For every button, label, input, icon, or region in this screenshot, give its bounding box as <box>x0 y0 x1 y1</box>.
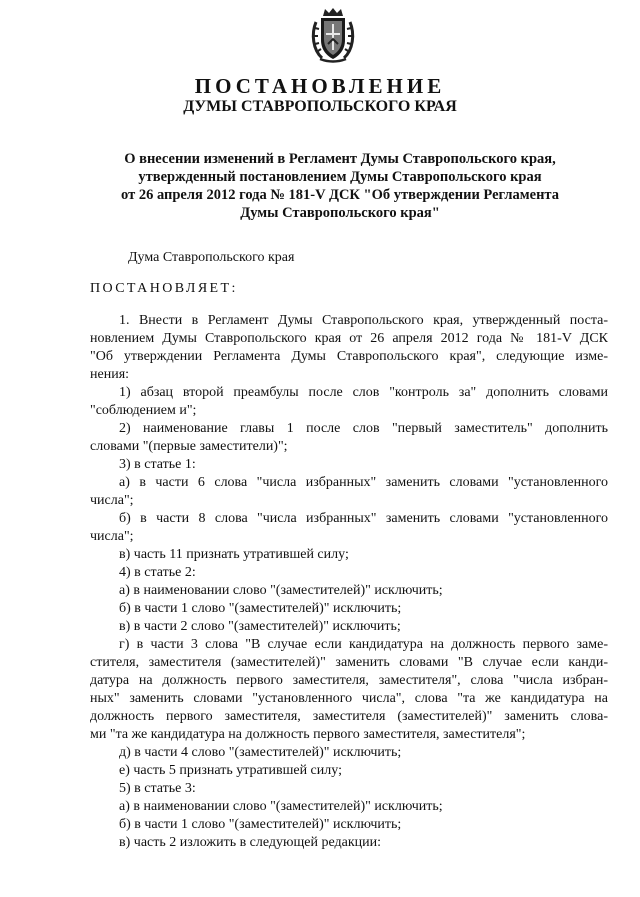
body-line: "Об утверждении Регламента Думы Ставропольского края", следующие изме- <box>90 349 608 364</box>
body-line: датура на должность первого заместителя, заместителя", слова "числа избран- <box>90 673 608 688</box>
heading-line: О внесении изменений в Регламент Думы Ставропольского края, <box>124 151 556 167</box>
body-line: числа"; <box>90 493 134 508</box>
body-line: д) в части 4 слово "(заместителей)" исключить; <box>119 745 402 760</box>
resolve-word: ПОСТАНОВЛЯЕТ: <box>90 281 238 296</box>
body-line: б) в части 1 слово "(заместителей)" исключить; <box>119 601 402 616</box>
document-title: ПОСТАНОВЛЕНИЕ <box>194 74 446 98</box>
body-line: б) в части 1 слово "(заместителей)" исключить; <box>119 817 402 832</box>
body-line: 1) абзац второй преамбулы после слов "контроль за" дополнить словами <box>119 385 608 400</box>
body-line: в) в части 2 слово "(заместителей)" исключить; <box>119 619 401 634</box>
body-line: 1. Внести в Регламент Думы Ставропольского края, утвержденный поста- <box>119 313 608 328</box>
heading-line: от 26 апреля 2012 года № 181-V ДСК "Об утверждении Регламента <box>121 187 559 203</box>
body-line: должность первого заместителя, заместителя (заместителей)" заменить слова- <box>90 709 608 724</box>
document-subtitle: ДУМЫ СТАВРОПОЛЬСКОГО КРАЯ <box>183 98 457 115</box>
heading-line: Думы Ставропольского края" <box>240 205 440 221</box>
body-line: в) часть 11 признать утратившей силу; <box>119 547 349 562</box>
body-line: а) в наименовании слово "(заместителей)" исключить; <box>119 583 443 598</box>
body-line: в) часть 2 изложить в следующей редакции: <box>119 835 382 850</box>
body-line: е) часть 5 признать утратившей силу; <box>119 763 342 778</box>
body-line: 3) в статье 1: <box>119 457 196 472</box>
body-line: г) в части 3 слова "В случае если кандидатура на должность первого заме- <box>119 637 608 652</box>
body-line: новлением Думы Ставропольского края от 26 апреля 2012 года № 181-V ДСК <box>90 331 608 346</box>
duma-line: Дума Ставропольского края <box>128 250 295 265</box>
body-line: а) в наименовании слово "(заместителей)" исключить; <box>119 799 443 814</box>
body-line: 5) в статье 3: <box>119 781 196 796</box>
body-line: нения: <box>90 367 130 382</box>
coat-of-arms-emblem <box>310 6 356 64</box>
body-line: ми "та же кандидатура на должность первого заместителя, заместителя"; <box>90 727 526 742</box>
body-line: "соблюдением и"; <box>90 403 197 418</box>
body-line: 4) в статье 2: <box>119 565 196 580</box>
body-line: стителя, заместителя (заместителей)" заменить словами "В случае если канди- <box>90 655 608 670</box>
document-body <box>90 312 608 852</box>
heading-line: утвержденный постановлением Думы Ставропольского края <box>138 169 542 185</box>
body-line: 2) наименование главы 1 после слов "первый заместитель" дополнить <box>119 421 608 436</box>
resolution-heading <box>90 150 590 222</box>
body-line: а) в части 6 слова "числа избранных" заменить словами "установленного <box>119 475 608 490</box>
body-line: б) в части 8 слова "числа избранных" заменить словами "установленного <box>119 511 608 526</box>
body-line: ных" заменить словами "установленного числа", слова "та же кандидатура на <box>90 691 608 706</box>
body-line: словами "(первые заместители)"; <box>90 439 288 454</box>
body-line: числа"; <box>90 529 134 544</box>
